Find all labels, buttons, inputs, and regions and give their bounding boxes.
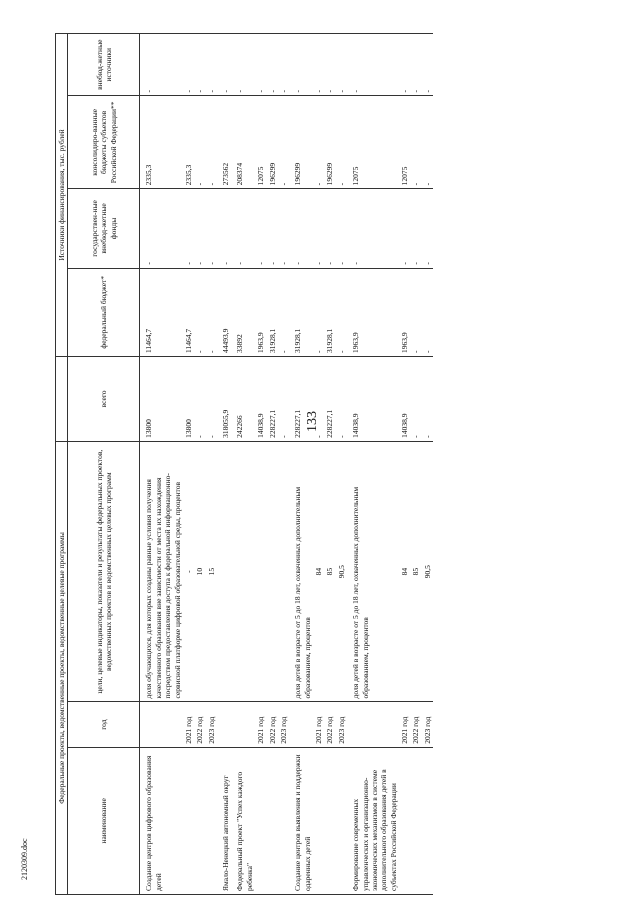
col-header-total: всего — [68, 356, 140, 441]
cell-regional: 12075 — [399, 96, 410, 189]
cell-extra: - — [313, 34, 324, 96]
cell-name: Создание центров выявления и поддержки одаренных детей — [289, 747, 313, 894]
cell-regional: 12075 — [255, 96, 266, 189]
cell-indicator — [231, 441, 255, 702]
cell-federal: - — [422, 268, 433, 356]
table-row — [336, 34, 347, 895]
cell-year: 2021 год — [313, 702, 324, 747]
cell-name — [410, 747, 421, 894]
cell-regional: 273562 — [217, 96, 231, 189]
cell-federal: - — [336, 268, 347, 356]
cell-year: 2021 год — [255, 702, 266, 747]
cell-federal: 44493,9 — [217, 268, 231, 356]
col-header-year: год — [68, 702, 140, 747]
cell-indicator — [255, 441, 266, 702]
cell-extra: - — [347, 34, 399, 96]
table-row — [217, 34, 231, 895]
cell-name — [255, 747, 266, 894]
cell-year: 2022 год — [410, 702, 421, 747]
cell-year: 2023 год — [206, 702, 217, 747]
table-row — [399, 34, 410, 895]
cell-funds: - — [217, 189, 231, 268]
cell-total: - — [336, 356, 347, 441]
cell-year: 2022 год — [324, 702, 335, 747]
table-row — [278, 34, 289, 895]
cell-name — [194, 747, 205, 894]
cell-federal: 33892 — [231, 268, 255, 356]
table-row — [313, 34, 324, 895]
cell-regional: 196299 — [324, 96, 335, 189]
cell-total: 228227,1 — [324, 356, 335, 441]
cell-funds: - — [255, 189, 266, 268]
table-row — [347, 34, 399, 895]
cell-regional: 12075 — [347, 96, 399, 189]
cell-federal: - — [206, 268, 217, 356]
cell-name — [206, 747, 217, 894]
cell-total: 14038,9 — [399, 356, 410, 441]
table-row — [231, 34, 255, 895]
cell-extra: - — [422, 34, 433, 96]
cell-total: 228227,1 — [267, 356, 278, 441]
table-body — [140, 34, 433, 895]
cell-year — [217, 702, 231, 747]
cell-federal: - — [278, 268, 289, 356]
cell-name — [183, 747, 194, 894]
cell-name: Федеральный проект "Успех каждого ребенка" — [231, 747, 255, 894]
cell-federal: 31928,1 — [289, 268, 313, 356]
cell-indicator: 84 — [313, 441, 324, 702]
cell-indicator: 90,5 — [336, 441, 347, 702]
cell-name — [324, 747, 335, 894]
cell-extra: - — [267, 34, 278, 96]
col-header-extra: внебюд-жетные источники — [68, 34, 140, 96]
cell-extra: - — [183, 34, 194, 96]
cell-total: - — [194, 356, 205, 441]
cell-regional: - — [422, 96, 433, 189]
cell-regional: 208374 — [231, 96, 255, 189]
cell-indicator: доля детей в возрасте от 5 до 18 лет, охваченных дополнительным образованием, процентов — [347, 441, 399, 702]
table-row — [183, 34, 194, 895]
cell-regional: 196299 — [267, 96, 278, 189]
cell-federal: 11464,7 — [140, 268, 183, 356]
cell-federal: 1963,9 — [347, 268, 399, 356]
cell-extra: - — [231, 34, 255, 96]
cell-indicator: доля детей в возрасте от 5 до 18 лет, охваченных дополнительным образованием, процентов — [289, 441, 313, 702]
cell-total: 14038,9 — [347, 356, 399, 441]
cell-funds: - — [267, 189, 278, 268]
cell-indicator: 15 — [206, 441, 217, 702]
cell-indicator — [267, 441, 278, 702]
cell-extra: - — [140, 34, 183, 96]
cell-indicator: 84 — [399, 441, 410, 702]
cell-funds: - — [313, 189, 324, 268]
cell-total: - — [410, 356, 421, 441]
cell-name: Формирование современных управленческих и организационно-экономических механизмов в системе дополнительного образования детей в субъектах Российской Федерации — [347, 747, 399, 894]
cell-federal: 11464,7 — [183, 268, 194, 356]
page-number: 133 — [305, 411, 320, 432]
cell-indicator: 90,5 — [422, 441, 433, 702]
cell-name — [422, 747, 433, 894]
cell-indicator: 85 — [410, 441, 421, 702]
cell-federal: 1963,9 — [399, 268, 410, 356]
finance-title-header: Источники финансирования, тыс. рублей — [56, 34, 68, 357]
cell-total: - — [278, 356, 289, 441]
col-header-indicators: цели, целевые индикаторы, показатели и результаты федеральных проектов, ведомственных проектов и ведомственных целевых программ — [68, 441, 140, 702]
cell-year: 2021 год — [399, 702, 410, 747]
col-header-funds: государствен-ные внебюд-жетные фонды — [68, 189, 140, 268]
cell-extra: - — [194, 34, 205, 96]
cell-federal: 31928,1 — [267, 268, 278, 356]
cell-regional: - — [410, 96, 421, 189]
cell-extra: - — [217, 34, 231, 96]
table-row — [410, 34, 421, 895]
cell-year — [140, 702, 183, 747]
cell-funds: - — [410, 189, 421, 268]
cell-federal: - — [313, 268, 324, 356]
cell-extra: - — [278, 34, 289, 96]
cell-name — [399, 747, 410, 894]
cell-total: 242266 — [231, 356, 255, 441]
cell-regional: - — [206, 96, 217, 189]
cell-year: 2022 год — [194, 702, 205, 747]
col-header-federal: федеральный бюджет* — [68, 268, 140, 356]
cell-name — [278, 747, 289, 894]
cell-extra: - — [399, 34, 410, 96]
cell-year: 2023 год — [422, 702, 433, 747]
cell-name: Создание центров цифрового образования детей — [140, 747, 183, 894]
cell-total: 14038,9 — [255, 356, 266, 441]
cell-funds: - — [422, 189, 433, 268]
cell-total: - — [313, 356, 324, 441]
cell-funds: - — [336, 189, 347, 268]
col-header-name: наименование — [68, 747, 140, 894]
cell-regional: 196299 — [289, 96, 313, 189]
cell-total: 228227,1 — [289, 356, 313, 441]
table-row — [255, 34, 266, 895]
table-row — [422, 34, 433, 895]
footer-doc-code: 2120309.doc — [20, 838, 29, 880]
cell-funds: - — [183, 189, 194, 268]
cell-indicator: 85 — [324, 441, 335, 702]
cell-regional: - — [194, 96, 205, 189]
cell-year: 2021 год — [183, 702, 194, 747]
cell-year — [289, 702, 313, 747]
cell-name — [267, 747, 278, 894]
cell-indicator: 10 — [194, 441, 205, 702]
cell-regional: 2335,3 — [140, 96, 183, 189]
cell-funds: - — [194, 189, 205, 268]
cell-year: 2022 год — [267, 702, 278, 747]
cell-funds: - — [278, 189, 289, 268]
cell-year — [347, 702, 399, 747]
cell-name — [313, 747, 324, 894]
cell-total: 13800 — [140, 356, 183, 441]
cell-funds: - — [140, 189, 183, 268]
cell-federal: - — [194, 268, 205, 356]
rotated-table-page — [55, 33, 640, 895]
cell-name: Ямало-Ненецкий автономный округ — [217, 747, 231, 894]
cell-indicator: - — [183, 441, 194, 702]
cell-indicator — [217, 441, 231, 702]
cell-name — [336, 747, 347, 894]
cell-federal: 31928,1 — [324, 268, 335, 356]
cell-funds: - — [231, 189, 255, 268]
cell-total: 318055,9 — [217, 356, 231, 441]
cell-indicator: доля обучающихся, для которых созданы равные условия получения качественного образования вне зависимости от места их нахождения посредством предоставления доступа к федеральной информационно-сервисной платформе цифровой образовательной среды, процентов — [140, 441, 183, 702]
cell-regional: - — [336, 96, 347, 189]
cell-total: - — [422, 356, 433, 441]
cell-year — [231, 702, 255, 747]
cell-regional: - — [313, 96, 324, 189]
table-row — [206, 34, 217, 895]
col-header-regional: консолидиро-ванные бюджеты субъектов Российской Федерации** — [68, 96, 140, 189]
cell-year: 2023 год — [278, 702, 289, 747]
cell-funds: - — [324, 189, 335, 268]
group-title-header: Федеральные проекты, ведомственные проекты, ведомственные целевые программы — [56, 441, 68, 894]
cell-total: 13800 — [183, 356, 194, 441]
cell-funds: - — [347, 189, 399, 268]
cell-funds: - — [289, 189, 313, 268]
cell-funds: - — [399, 189, 410, 268]
table-row — [194, 34, 205, 895]
cell-indicator — [278, 441, 289, 702]
financing-table — [55, 33, 433, 895]
table-row — [324, 34, 335, 895]
cell-extra: - — [289, 34, 313, 96]
cell-extra: - — [410, 34, 421, 96]
cell-federal: 1963,9 — [255, 268, 266, 356]
table-row — [289, 34, 313, 895]
cell-extra: - — [255, 34, 266, 96]
table-row — [267, 34, 278, 895]
cell-extra: - — [206, 34, 217, 96]
cell-extra: - — [324, 34, 335, 96]
cell-regional: 2335,3 — [183, 96, 194, 189]
cell-regional: - — [278, 96, 289, 189]
cell-extra: - — [336, 34, 347, 96]
table-row — [140, 34, 183, 895]
cell-total: - — [206, 356, 217, 441]
cell-funds: - — [206, 189, 217, 268]
cell-year: 2023 год — [336, 702, 347, 747]
cell-federal: - — [410, 268, 421, 356]
